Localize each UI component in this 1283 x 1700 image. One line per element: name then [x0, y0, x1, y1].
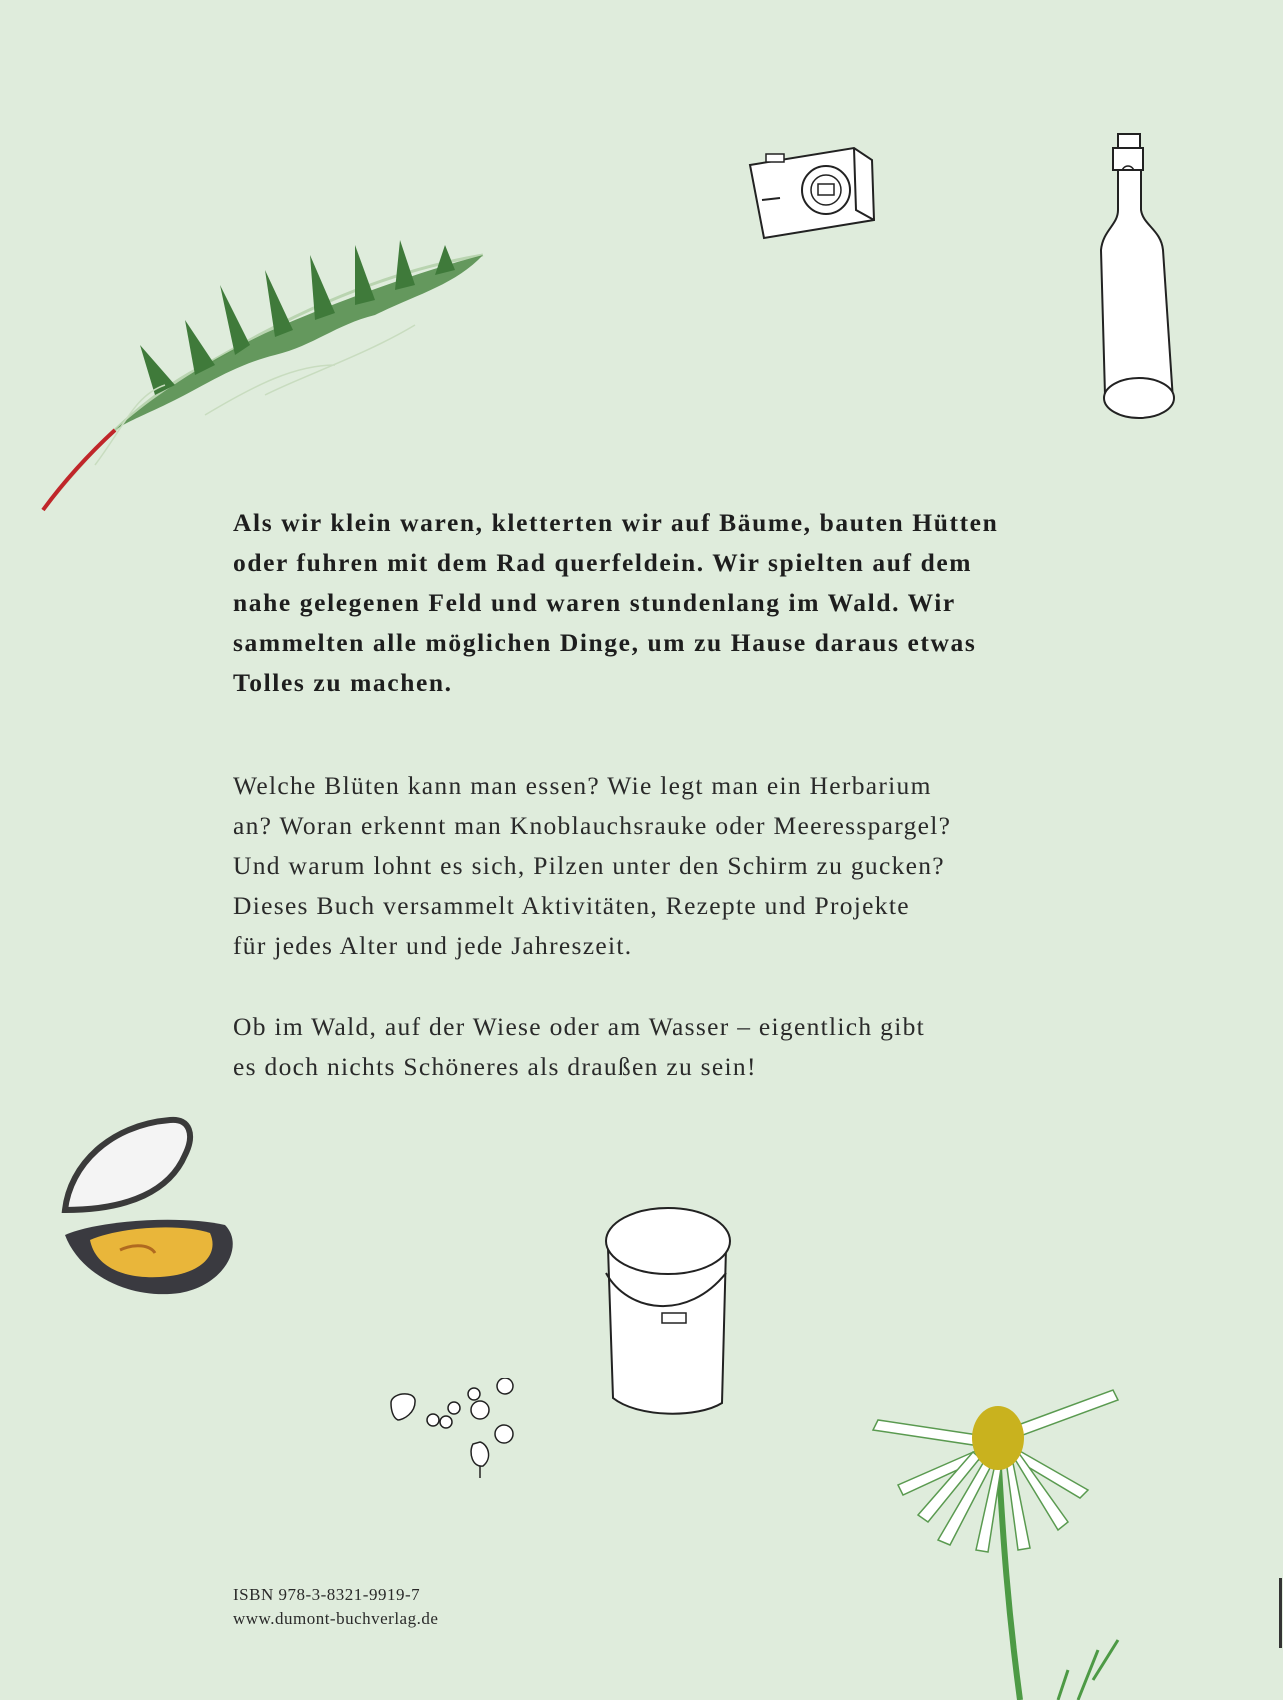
description-line: Welche Blüten kann man essen? Wie legt man ein Herbarium — [233, 771, 932, 800]
intro-paragraph — [233, 503, 1133, 703]
intro-line: Tolles zu machen. — [233, 668, 453, 697]
intro-line: oder fuhren mit dem Rad querfeldein. Wir spielten auf dem — [233, 548, 973, 577]
closing-line: es doch nichts Schöneres als draußen zu sein! — [233, 1052, 757, 1081]
description-line: für jedes Alter und jede Jahreszeit. — [233, 931, 633, 960]
closing-line: Ob im Wald, auf der Wiese oder am Wasser – eigentlich gibt — [233, 1012, 926, 1041]
intro-line: nahe gelegenen Feld und waren stundenlang im Wald. Wir — [233, 588, 956, 617]
bucket-illustration — [598, 1203, 733, 1418]
publisher-url: www.dumont-buchverlag.de — [233, 1609, 439, 1628]
daisy-illustration — [868, 1380, 1153, 1700]
description-line: Und warum lohnt es sich, Pilzen unter den Schirm zu gucken? — [233, 851, 945, 880]
mussel-illustration — [60, 1115, 240, 1300]
description-line: an? Woran erkennt man Knoblauchsrauke oder Meeresspargel? — [233, 811, 952, 840]
intro-line: Als wir klein waren, kletterten wir auf Bäume, bauten Hütten — [233, 508, 999, 537]
dandelion-leaf-illustration — [35, 225, 495, 520]
bottle-illustration — [1093, 130, 1178, 435]
intro-line: sammelten alle möglichen Dinge, um zu Hause daraus etwas — [233, 628, 977, 657]
camera-illustration — [744, 140, 884, 245]
isbn: ISBN 978-3-8321-9919-7 — [233, 1585, 421, 1604]
closing-paragraph — [233, 1007, 1133, 1087]
berries-illustration — [388, 1378, 568, 1483]
description-line: Dieses Buch versammelt Aktivitäten, Rezepte und Projekte — [233, 891, 910, 920]
description-paragraph — [233, 766, 1133, 966]
edge-mark — [1279, 1578, 1282, 1648]
